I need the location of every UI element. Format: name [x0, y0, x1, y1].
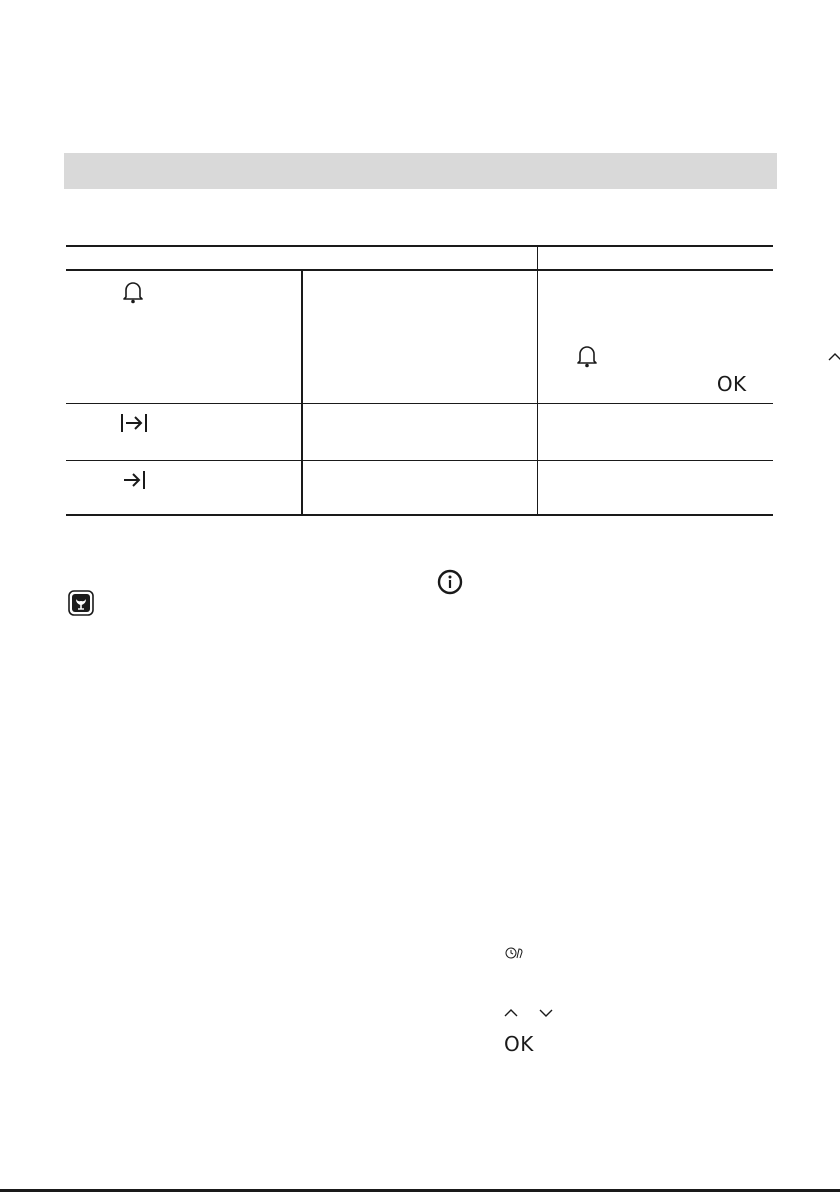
- table-row: [66, 270, 773, 404]
- table-header-function: [66, 246, 537, 270]
- row-icon-cell: [66, 270, 302, 404]
- row-name-cell: [302, 270, 538, 404]
- row-icon-cell: [66, 404, 302, 461]
- row-description-cell: [537, 461, 773, 516]
- ok-label: OK: [504, 1032, 534, 1056]
- section-heading-bar: [64, 153, 777, 189]
- ok-label: OK: [716, 372, 747, 396]
- timer-functions-table: [66, 245, 773, 516]
- row-name-cell: [302, 404, 538, 461]
- row-description-cell: [537, 270, 773, 404]
- eco-flower-icon: [68, 590, 94, 616]
- table-row: [66, 461, 773, 516]
- chevron-up-icon: [503, 1008, 519, 1018]
- chevron-down-icon: [538, 1008, 554, 1018]
- row-name-cell: [302, 461, 538, 516]
- arrow-bar-icon: [122, 469, 146, 491]
- bell-icon: [122, 280, 144, 304]
- bar-arrow-bar-icon: [120, 412, 148, 434]
- table-header-description: [537, 246, 773, 270]
- bell-icon: [576, 344, 598, 368]
- table-header-row: [66, 246, 773, 270]
- row-description-cell: [537, 404, 773, 461]
- table-row: [66, 404, 773, 461]
- chevron-up-icon: [827, 352, 840, 362]
- info-icon: [437, 569, 463, 595]
- clock-key-icon: [505, 946, 525, 962]
- row-icon-cell: [66, 461, 302, 516]
